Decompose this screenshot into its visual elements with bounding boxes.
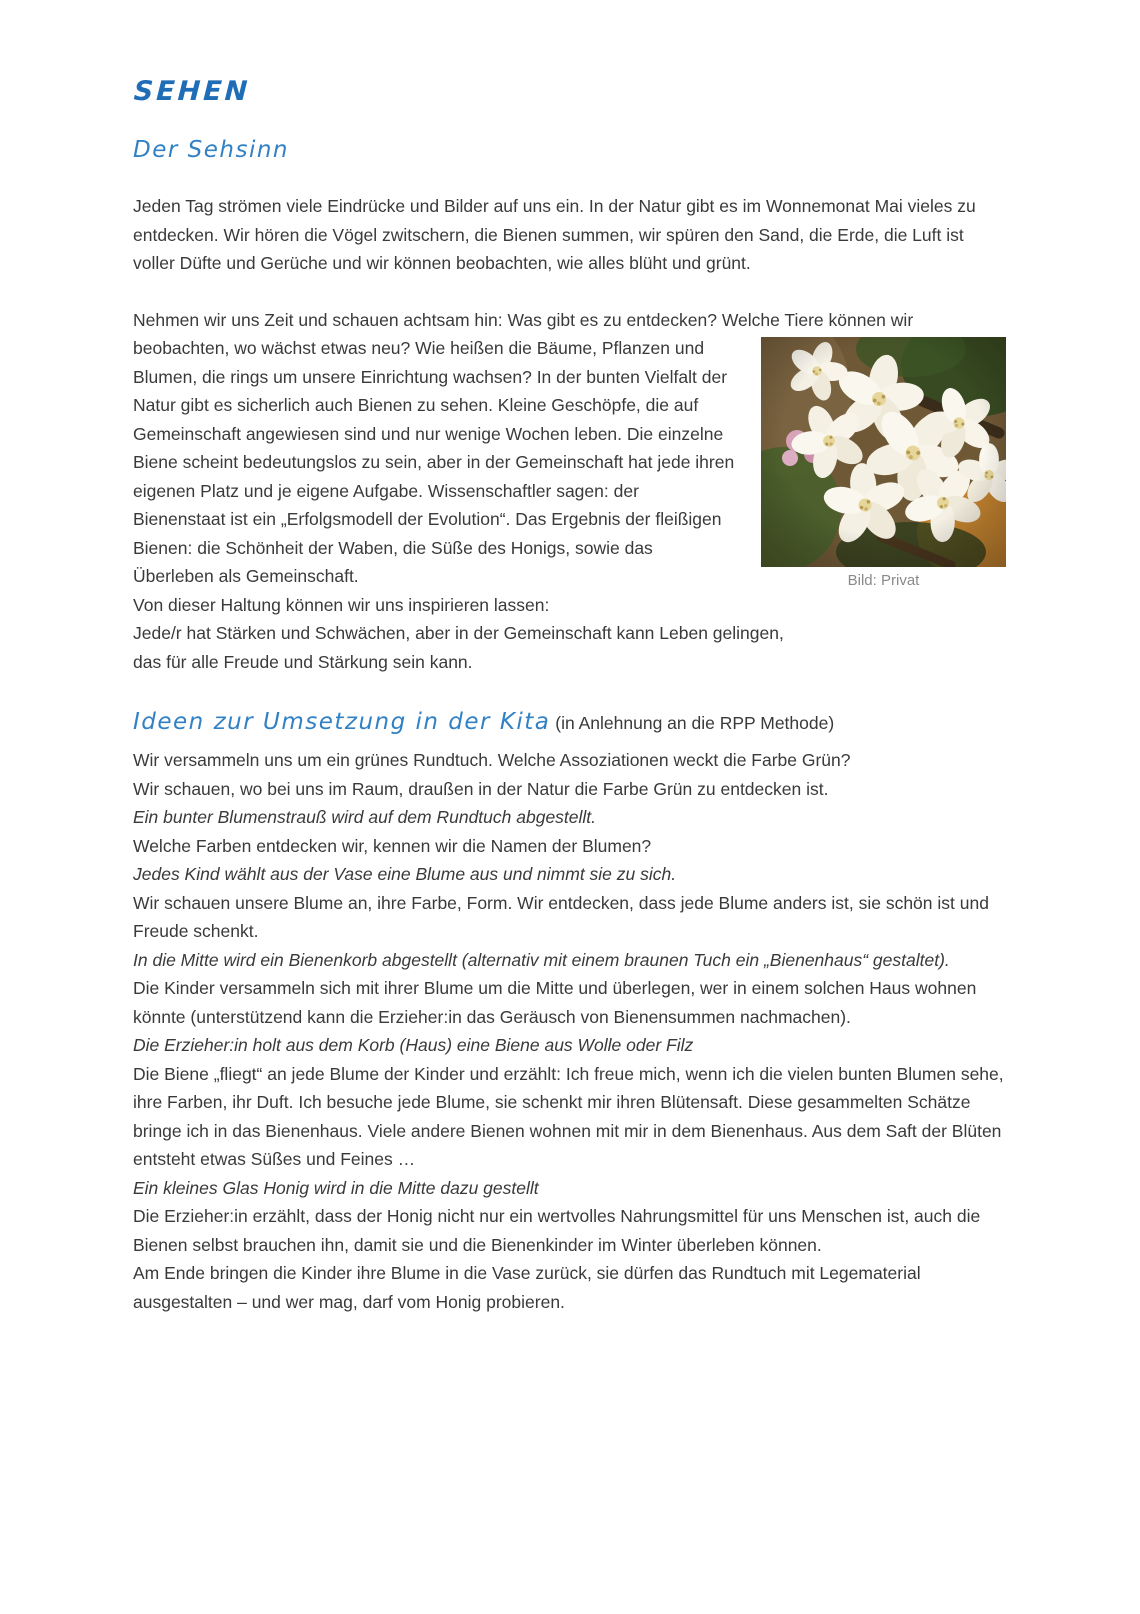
line-inspiration: Von dieser Haltung können wir uns inspirieren lassen: — [133, 594, 550, 615]
kita-line-9: Die Erzieher:in holt aus dem Korb (Haus) eine Biene aus Wolle oder Filz — [133, 1035, 694, 1055]
kita-steps — [133, 746, 1006, 1316]
kita-line-13: Am Ende bringen die Kinder ihre Blume in die Vase zurück, sie dürfen das Rundtuch mit Legematerial ausgestalten – und wer mag, darf vom Honig probieren. — [133, 1263, 921, 1312]
kita-line-1: Wir versammeln uns um ein grünes Rundtuch. Welche Assoziationen weckt die Farbe Grün? — [133, 750, 851, 770]
page-title: SEHEN — [133, 76, 252, 107]
kita-line-5: Jedes Kind wählt aus der Vase eine Blume aus und nimmt sie zu sich. — [133, 864, 677, 884]
kita-line-11: Ein kleines Glas Honig wird in die Mitte dazu gestellt — [133, 1177, 539, 1198]
paragraph-nature-bees — [133, 306, 1006, 677]
paragraph-nature-bees-line1: Nehmen wir uns Zeit und schauen achtsam hin: Was gibt es zu entdecken? Welche Tiere können — [133, 309, 886, 330]
kita-line-2: Wir schauen, wo bei uns im Raum, draußen in der Natur die Farbe Grün zu entdecken ist. — [133, 778, 829, 799]
kita-line-7: In die Mitte wird ein Bienenkorb abgestellt (alternativ mit einem braunen Tuch ein „Bienenhaus“ gestaltet). — [133, 949, 950, 970]
photo-figure — [761, 337, 1006, 590]
section-heading-kita-suffix: (in Anlehnung an die RPP Methode) — [550, 713, 835, 733]
kita-line-8: Die Kinder versammeln sich mit ihrer Blume um die Mitte und überlegen, wer in einem solchen Haus wohnen könnte (unterstützend kann die Erzieher:in das Geräusch von Bienensummen nachmachen). — [133, 978, 977, 1027]
blossom-photo-image — [761, 337, 1006, 567]
line-strengths: Jede/r hat Stärken und Schwächen, aber in der Gemeinschaft kann Leben gelingen, — [133, 623, 784, 643]
section-heading-sehsinn: Der Sehsinn — [133, 137, 289, 163]
section-heading-kita-row — [133, 707, 1006, 740]
kita-line-4: Welche Farben entdecken wir, kennen wir die Namen der Blumen? — [133, 835, 652, 856]
photo-caption: Bild: Privat — [847, 572, 920, 589]
kita-line-3: Ein bunter Blumenstrauß wird auf dem Rundtuch abgestellt. — [133, 807, 597, 827]
paragraph-nature-bees-rest: wir beobachten, wo wächst etwas neu? Wie heißen die Bäume, Pflanzen und Blumen, die rings um unsere Einrichtung wachsen? In der bunten Vielfalt der Natur gibt es sicherlich auch Bienen zu sehen. Kleine Geschöpfe, die auf Gemeinschaft angewiesen sind und nur wenige Wochen leben. Die einzelne Biene scheint bedeutungslos zu sein, aber in der Gemeinschaft hat jede ihren eigenen Platz und je eigene Aufgabe. Wissenschaftler sagen: der Bienenstaat ist ein „Erfolgsmodell der Evolution“. Das Ergebnis der fleißigen Bienen: die Schönheit der Waben, die Süße des Honigs, sowie das Überleben als Gemeinschaft. — [133, 309, 914, 586]
kita-line-6: Wir schauen unsere Blume an, ihre Farbe, Form. Wir entdecken, dass jede Blume anders ist, sie schön ist und Freude schenkt. — [133, 892, 989, 941]
section-heading-kita: Ideen zur Umsetzung in der Kita — [133, 709, 551, 735]
line-joy: das für alle Freude und Stärkung sein kann. — [133, 651, 473, 672]
kita-line-10: Die Biene „fliegt“ an jede Blume der Kinder und erzählt: Ich freue mich, wenn ich die vielen bunten Blumen sehe, ihre Farben, ihr Duft. Ich besuche jede Blume, sie schenkt mir ihren Blütensaft. Diese gesammelten Schätze bringe ich in das Bienenhaus. Viele andere Bienen wohnen mit mir in dem Bienenhaus. Aus dem Saft der Blüten entsteht etwas Süßes und Feines … — [133, 1063, 1004, 1169]
paragraph-intro: Jeden Tag strömen viele Eindrücke und Bilder auf uns ein. In der Natur gibt es im Wonnemonat Mai vieles zu entdecken. Wir hören die Vögel zwitschern, die Bienen summen, wir spüren den Sand, die Erde, die Luft ist voller Düfte und Gerüche und wir können beobachten, wie alles blüht und grünt. — [133, 196, 976, 273]
kita-line-12: Die Erzieher:in erzählt, dass der Honig nicht nur ein wertvolles Nahrungsmittel für uns Menschen ist, auch die Bienen selbst brauchen ihn, damit sie und die Bienenkinder im Winter überleben können. — [133, 1206, 981, 1255]
